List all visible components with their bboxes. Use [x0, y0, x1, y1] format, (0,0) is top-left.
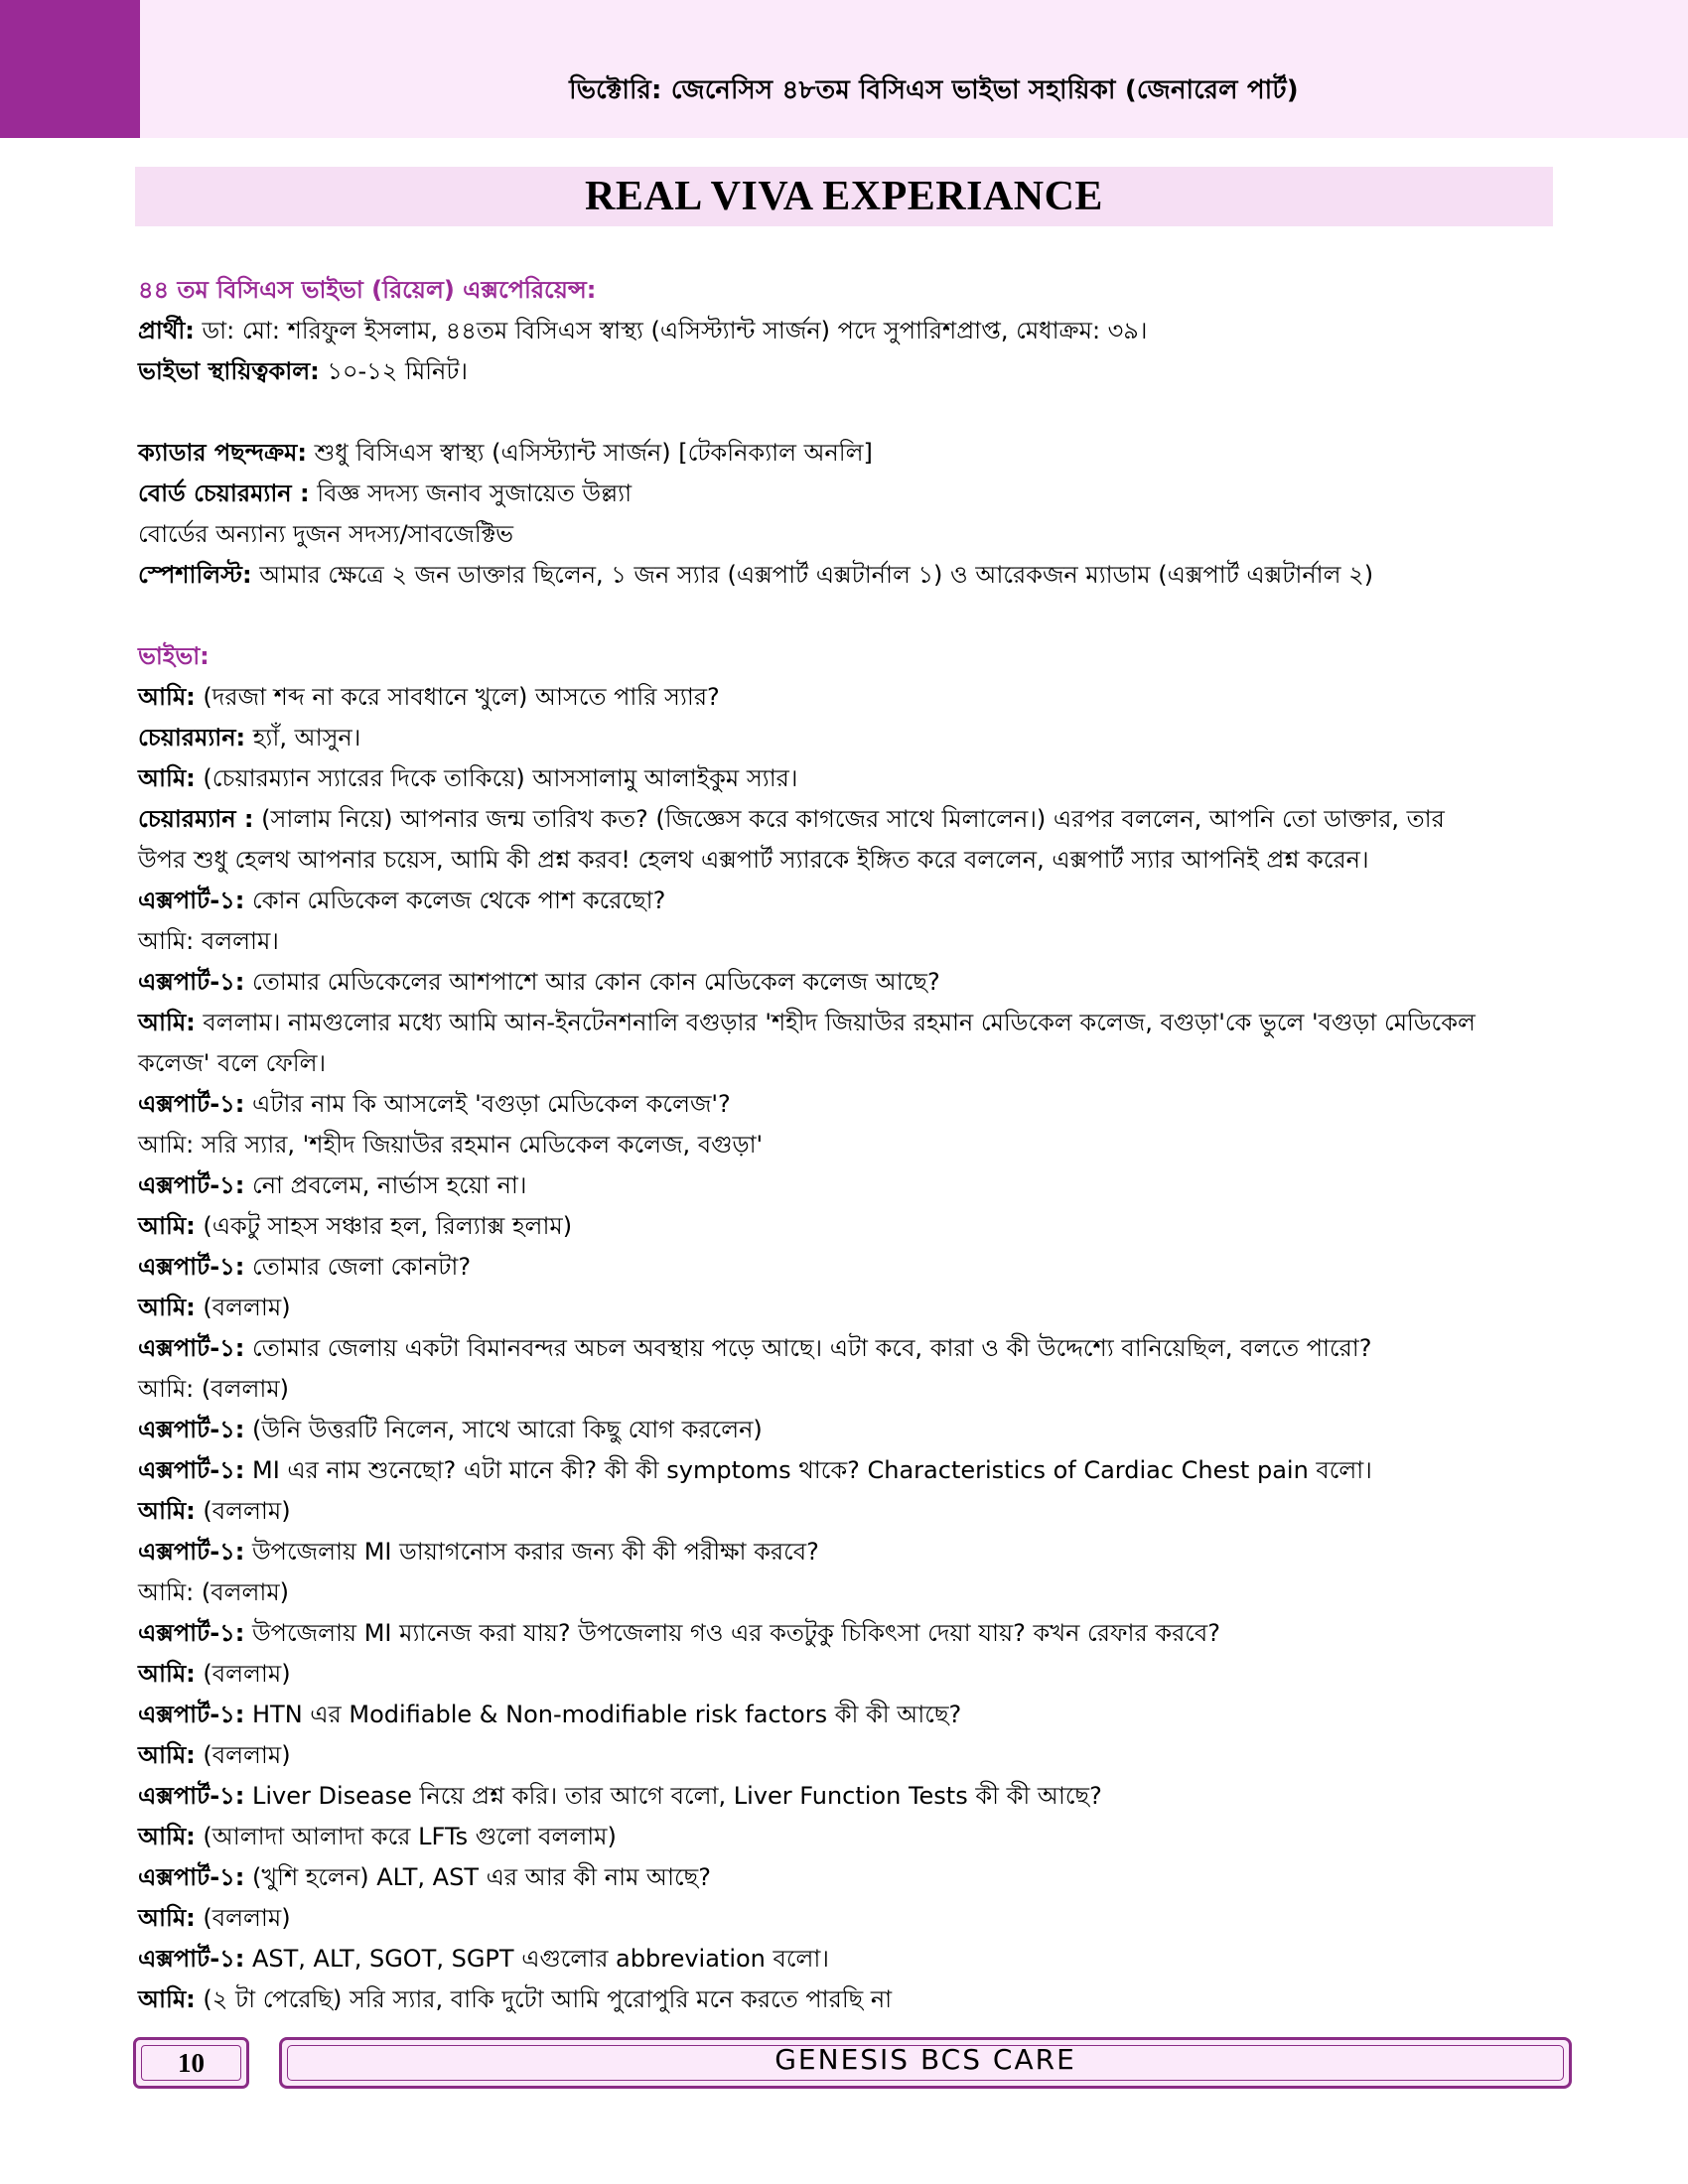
dialogue-line [138, 1898, 1558, 1939]
speaker-label: এক্সপার্ট-১: [138, 887, 245, 914]
speaker-label: এক্সপার্ট-১: [138, 1945, 245, 1973]
speaker-label: এক্সপার্ট-১: [138, 968, 245, 996]
speaker-label: প্রার্থী: [138, 317, 195, 344]
line-text: উপজেলায় MI ম্যানেজ করা যায়? উপজেলায় গও এর কতটুকু চিকিৎসা দেয়া যায়? কখন রেফার করবে? [244, 1619, 1221, 1647]
speaker-label: আমি: [138, 683, 196, 711]
line-text: বিজ্ঞ সদস্য জনাব সুজায়েত উল্ল্যা [309, 479, 633, 507]
speaker-label: এক্সপার্ট-১: [138, 1863, 245, 1891]
blank-line [138, 596, 1558, 636]
dialogue-line [138, 1979, 1558, 2020]
dialogue-line [138, 1939, 1558, 1979]
dialogue-line [138, 718, 1558, 758]
dialogue-line [138, 1695, 1558, 1735]
section-heading: ভাইভা: [138, 642, 210, 670]
dialogue-line [138, 1288, 1558, 1328]
footer-page-box [133, 2037, 249, 2089]
speaker-label: আমি: [138, 1294, 196, 1321]
page-number: 10 [178, 2048, 205, 2078]
line-text: (বললাম) [195, 1660, 291, 1688]
line-text: শুধু বিসিএস স্বাস্থ্য (এসিস্ট্যান্ট সার্জন) [টেকনিক্যাল অনলি] [306, 439, 873, 467]
dialogue-line [138, 1817, 1558, 1857]
text-line: আমি: (বললাম) [138, 1578, 290, 1606]
footer-brand-text: GENESIS BCS CARE [774, 2043, 1076, 2076]
dialogue-line [138, 1776, 1558, 1817]
text-line: আমি: সরি স্যার, 'শহীদ জিয়াউর রহমান মেডিকেল কলেজ, বগুড়া' [138, 1131, 764, 1159]
dialogue-line [138, 677, 1558, 718]
speaker-label: এক্সপার্ট-১: [138, 1253, 245, 1281]
dialogue-line [138, 799, 1558, 840]
dialogue-line [138, 1206, 1558, 1247]
speaker-label: চেয়ারম্যান: [138, 724, 246, 751]
speaker-label: আমি: [138, 1823, 196, 1850]
text-line: আমি: (বললাম) [138, 1375, 290, 1403]
speaker-label: আমি: [138, 764, 196, 792]
speaker-label: এক্সপার্ট-১: [138, 1701, 245, 1728]
line-text: HTN এর Modifiable & Non-modifiable risk factors কী কী আছে? [244, 1701, 962, 1728]
speaker-label: এক্সপার্ট-১: [138, 1619, 245, 1647]
speaker-label: আমি: [138, 1660, 196, 1688]
line-text: ডা: মো: শরিফুল ইসলাম, ৪৪তম বিসিএস স্বাস্থ্য (এসিস্ট্যান্ট সার্জন) পদে সুপারিশপ্রাপ্ত, মেধাক্রম: ৩৯। [194, 317, 1148, 344]
line-text: (বললাম) [195, 1294, 291, 1321]
footer-brand-box [279, 2037, 1572, 2089]
dialogue-line [138, 433, 1558, 474]
speaker-label: এক্সপার্ট-১: [138, 1171, 245, 1199]
dialogue-line [138, 351, 1558, 392]
blank-line [138, 392, 1558, 433]
dialogue-line [138, 881, 1558, 921]
section-heading: ৪৪ তম বিসিএস ভাইভা (রিয়েল) এক্সপেরিয়েন্স: [138, 276, 597, 304]
line-text: (বললাম) [195, 1497, 291, 1525]
line-text: (২ টা পেরেছি) সরি স্যার, বাকি দুটো আমি পুরোপুরি মনে করতে পারছি না [195, 1985, 893, 2013]
speaker-label: এক্সপার্ট-১: [138, 1416, 245, 1443]
text-line: কলেজ' বলে ফেলি। [138, 1049, 327, 1077]
speaker-label: এক্সপার্ট-১: [138, 1538, 245, 1566]
line-text: (একটু সাহস সঞ্চার হল, রিল্যাক্স হলাম) [195, 1212, 573, 1240]
text-line: আমি: বললাম। [138, 927, 279, 955]
speaker-label: এক্সপার্ট-১: [138, 1334, 245, 1362]
line-text: (সালাম নিয়ে) আপনার জন্ম তারিখ কত? (জিজ্ঞেস করে কাগজের সাথে মিলালেন।) এরপর বললেন, আপনি তো ডাক্তার, তার [253, 805, 1445, 833]
line-text: ১০-১২ মিনিট। [319, 357, 469, 385]
dialogue-line [138, 1857, 1558, 1898]
speaker-label: ভাইভা স্থায়িত্বকাল: [138, 357, 320, 385]
speaker-label: আমি: [138, 1904, 196, 1932]
speaker-label: আমি: [138, 1741, 196, 1769]
line-text: উপজেলায় MI ডায়াগনোস করার জন্য কী কী পরীক্ষা করবে? [244, 1538, 819, 1566]
line-text: Liver Disease নিয়ে প্রশ্ন করি। তার আগে বলো, Liver Function Tests কী কী আছে? [244, 1782, 1102, 1810]
line-text: MI এর নাম শুনেছো? এটা মানে কী? কী কী symptoms থাকে? Characteristics of Cardiac Chest pain বলো। [244, 1456, 1372, 1484]
line-text: (বললাম) [195, 1904, 291, 1932]
dialogue-line [138, 474, 1558, 514]
speaker-label: বোর্ড চেয়ারম্যান : [138, 479, 310, 507]
header-accent-block [0, 0, 140, 138]
line-text: কোন মেডিকেল কলেজ থেকে পাশ করেছো? [244, 887, 666, 914]
line-text: এটার নাম কি আসলেই 'বগুড়া মেডিকেল কলেজ'? [244, 1090, 731, 1118]
line-text: তোমার জেলা কোনটা? [244, 1253, 472, 1281]
line-text: তোমার মেডিকেলের আশপাশে আর কোন কোন মেডিকেল কলেজ আছে? [244, 968, 940, 996]
line-text: (খুশি হলেন) ALT, AST এর আর কী নাম আছে? [244, 1863, 711, 1891]
line-text: (উনি উত্তরটি নিলেন, সাথে আরো কিছু যোগ করলেন) [244, 1416, 763, 1443]
speaker-label: আমি: [138, 1212, 196, 1240]
dialogue-line [138, 1613, 1558, 1654]
dialogue-line [138, 1532, 1558, 1572]
speaker-label: এক্সপার্ট-১: [138, 1456, 245, 1484]
dialogue-line [138, 1084, 1558, 1125]
speaker-label: চেয়ারম্যান : [138, 805, 254, 833]
speaker-label: আমি: [138, 1497, 196, 1525]
dialogue-line [138, 1165, 1558, 1206]
dialogue-line [138, 1328, 1558, 1369]
dialogue-line [138, 1247, 1558, 1288]
line-text: হ্যাঁ, আসুন। [245, 724, 361, 751]
dialogue-line [138, 962, 1558, 1003]
speaker-label: এক্সপার্ট-১: [138, 1090, 245, 1118]
dialogue-line [138, 1735, 1558, 1776]
document-body [138, 270, 1558, 2020]
dialogue-line [138, 311, 1558, 351]
line-text: আমার ক্ষেত্রে ২ জন ডাক্তার ছিলেন, ১ জন স্যার (এক্সপার্ট এক্সটার্নাল ১) ও আরেকজন ম্যাডাম (এক্সপার্ট এক্সটার্নাল ২) [251, 561, 1374, 589]
running-header-title: ভিক্টোরি: জেনেসিস ৪৮তম বিসিএস ভাইভা সহায়িকা (জেনারেল পার্ট) [569, 75, 1299, 105]
dialogue-line [138, 555, 1558, 596]
speaker-label: আমি: [138, 1985, 196, 2013]
line-text: (চেয়ারম্যান স্যারের দিকে তাকিয়ে) আসসালামু আলাইকুম স্যার। [195, 764, 798, 792]
line-text: তোমার জেলায় একটা বিমানবন্দর অচল অবস্থায় পড়ে আছে। এটা কবে, কারা ও কী উদ্দেশ্যে বানিয়েছিল, বলতে পারো? [244, 1334, 1372, 1362]
line-text: (আলাদা আলাদা করে LFTs গুলো বললাম) [195, 1823, 617, 1850]
speaker-label: স্পেশালিস্ট: [138, 561, 252, 589]
speaker-label: ক্যাডার পছন্দক্রম: [138, 439, 307, 467]
dialogue-line [138, 758, 1558, 799]
dialogue-line [138, 1491, 1558, 1532]
line-text: বললাম। নামগুলোর মধ্যে আমি আন-ইনটেনশনালি বগুড়ার 'শহীদ জিয়াউর রহমান মেডিকেল কলেজ, বগুড়া'কে ভুলে 'বগুড়া মেডিকেল [195, 1009, 1476, 1036]
text-line: উপর শুধু হেলথ আপনার চয়েস, আমি কী প্রশ্ন করব! হেলথ এক্সপার্ট স্যারকে ইঙ্গিত করে বললেন, এক্সপার্ট স্যার আপনিই প্রশ্ন করেন। [138, 846, 1369, 874]
text-line: বোর্ডের অন্যান্য দুজন সদস্য/সাবজেক্টিভ [138, 520, 514, 548]
dialogue-line [138, 1654, 1558, 1695]
section-title: REAL VIVA EXPERIANCE [585, 174, 1103, 219]
dialogue-line [138, 1003, 1558, 1043]
line-text: নো প্রবলেম, নার্ভাস হয়ো না। [244, 1171, 527, 1199]
dialogue-line [138, 1410, 1558, 1450]
line-text: (দরজা শব্দ না করে সাবধানে খুলে) আসতে পারি স্যার? [195, 683, 720, 711]
dialogue-line [138, 1450, 1558, 1491]
speaker-label: এক্সপার্ট-১: [138, 1782, 245, 1810]
line-text: (বললাম) [195, 1741, 291, 1769]
line-text: AST, ALT, SGOT, SGPT এগুলোর abbreviation বলো। [244, 1945, 829, 1973]
speaker-label: আমি: [138, 1009, 196, 1036]
